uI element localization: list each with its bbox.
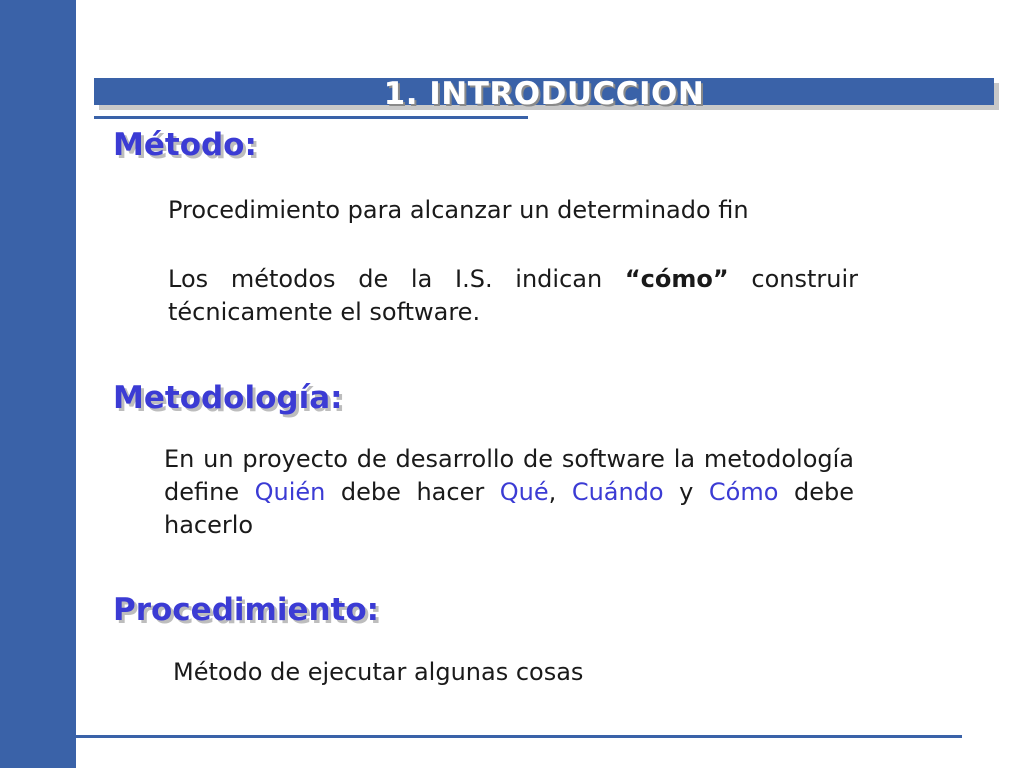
metodo-heading: Método: (113, 127, 257, 163)
metodologia-como: Cómo (708, 478, 779, 506)
metodologia-part-3: , (548, 478, 572, 506)
metodologia-description (164, 443, 854, 542)
metodo-line-2-start: Los métodos de la I.S. indican (168, 265, 625, 293)
metodo-line-1: Procedimiento para alcanzar un determinado fin (168, 196, 749, 224)
procedimiento-description: Método de ejecutar algunas cosas (173, 658, 584, 686)
title-underline (94, 116, 528, 119)
metodologia-part-1: En un proyecto de desarrollo de software la metodología define (164, 445, 854, 506)
bottom-divider (76, 735, 962, 738)
procedimiento-heading: Procedimiento: (113, 592, 380, 628)
metodologia-que: Qué (499, 478, 549, 506)
metodo-como-emphasis: “cómo” (624, 265, 729, 293)
metodo-line-2-end: construir técnicamente el software. (168, 265, 858, 326)
metodologia-heading: Metodología: (113, 380, 343, 416)
metodologia-part-4: y (663, 478, 709, 506)
metodologia-part-2: debe hacer (325, 478, 500, 506)
slide-title: 1. INTRODUCCION (383, 76, 705, 112)
metodo-definition (168, 194, 858, 227)
metodologia-quien: Quién (254, 478, 326, 506)
left-side-bar (0, 0, 76, 768)
metodologia-cuando: Cuándo (571, 478, 664, 506)
metodo-description (168, 263, 858, 329)
metodologia-part-5: debe hacerlo (164, 478, 854, 539)
